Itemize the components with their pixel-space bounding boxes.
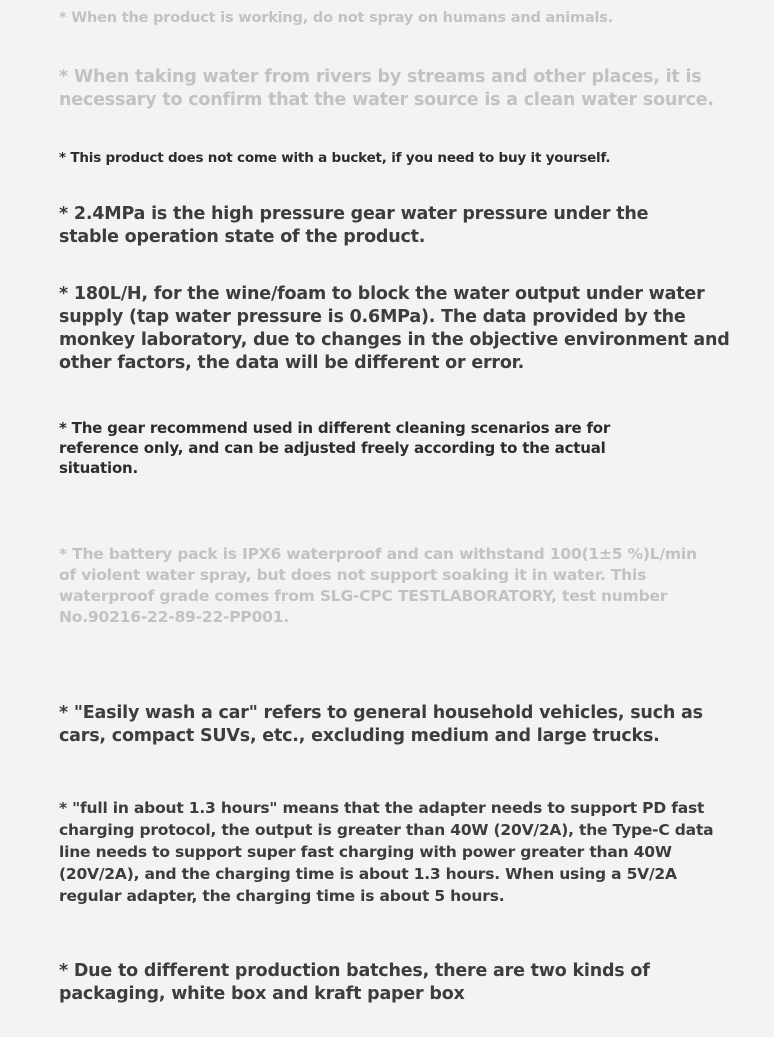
note-clean-water-source: * When taking water from rivers by streams and other places, it is necessary to confirm that the water source is a clean water source. [59,67,714,110]
note-charging-time: * "full in about 1.3 hours" means that the adapter needs to support PD fast charging protocol, the output is greater than 40W (20V/2A), the Type-C data line needs to support super fast charging with power greater than 40W (20V/2A), and the charging time is about 1.3 hours. When using a 5V/2A regular adapter, the charging time is about 5 hours. [59,799,714,905]
note-high-pressure-gear: * 2.4MPa is the high pressure gear water pressure under the stable operation state of the product. [59,204,649,247]
note-battery-waterproof: * The battery pack is IPX6 waterproof and can withstand 100(1±5 %)L/min of violent water spray, but does not support soaking it in water. This waterproof grade comes from SLG-CPC TESTLABORATORY, test number No.90216-22-89-22-PP001. [59,545,697,626]
note-packaging-variants: * Due to different production batches, there are two kinds of packaging, white box and kraft paper box [59,961,650,1004]
note-gear-recommendation: * The gear recommend used in different cleaning scenarios are for reference only, and can be adjusted freely according to the actual situation. [59,419,611,477]
note-easily-wash-car: * "Easily wash a car" refers to general household vehicles, such as cars, compact SUVs, etc., excluding medium and large trucks. [59,703,703,746]
note-no-bucket-included: * This product does not come with a bucket, if you need to buy it yourself. [59,150,611,166]
note-flow-rate-data: * 180L/H, for the wine/foam to block the water output under water supply (tap water pressure is 0.6MPa). The data provided by the monkey laboratory, due to changes in the objective environment and other factors, the data will be different or error. [59,284,730,373]
note-no-spray-humans-animals: * When the product is working, do not spray on humans and animals. [59,10,614,26]
